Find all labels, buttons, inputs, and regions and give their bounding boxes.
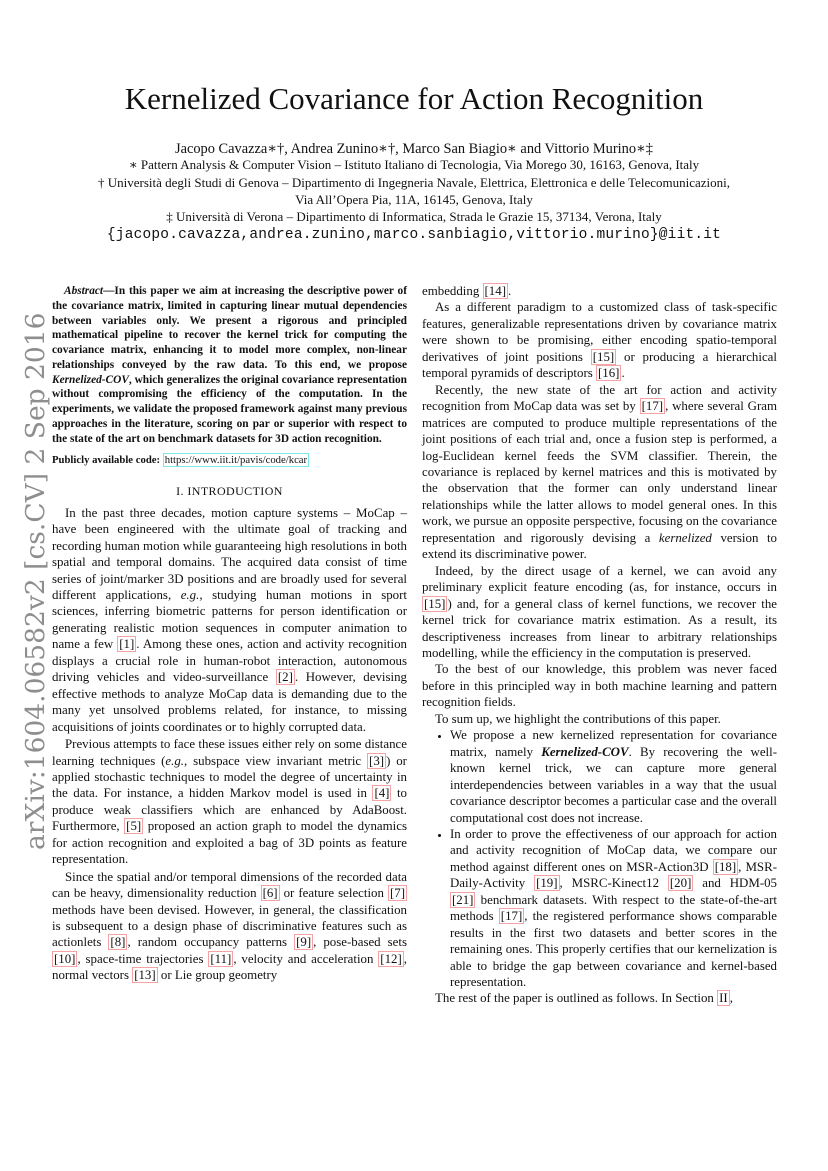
citation-link[interactable]: [6] — [262, 886, 278, 901]
code-url-link[interactable]: https://www.iit.it/pavis/code/kcar — [164, 454, 308, 467]
citation-link[interactable]: [7] — [389, 886, 405, 901]
affiliation-genova-address: Via All’Opera Pia, 11A, 16145, Genova, Italy — [295, 192, 533, 207]
citation-link[interactable]: [2] — [277, 670, 293, 685]
citation-link[interactable]: [9] — [296, 935, 312, 950]
code-label: Publicly available code: — [52, 454, 161, 467]
citation-link[interactable]: [16] — [597, 366, 620, 381]
author-emails: {jacopo.cavazza,andrea.zunino,marco.sanbiagio,vittorio.murino}@iit.it — [106, 227, 722, 243]
citation-link[interactable]: [21] — [452, 892, 474, 907]
affiliation-verona: ‡ Università di Verona – Dipartimento di Informatica, Strada le Grazie 15, 37134, Verona, Italy — [166, 209, 662, 224]
intro-paragraph-3: Since the spatial and/or temporal dimensions of the recorded data can be heavy, dimensionality reduction [6] or feature selection [7] methods have been devised. However, in general, the classification is subsequent to a design phase of discriminative features such as actionlets [8] , random occupancy patterns [9] , pose-based sets [10] , space-time trajectories [11] , velocity and acceleration [12] , normal vectors [13] or Lie group geometry — [52, 869, 407, 983]
intro-paragraph-8: To sum up, we highlight the contributions of this paper. — [435, 711, 721, 726]
contributions-list — [422, 727, 777, 990]
citation-link[interactable]: [8] — [110, 935, 126, 950]
citation-link[interactable]: [20] — [669, 876, 692, 891]
citation-link[interactable]: [13] — [134, 968, 156, 983]
citation-link[interactable]: [3] — [369, 753, 385, 768]
contribution-item: • In order to prove the effectiveness of our approach for action and activity recognition of MoCap data, we compare our method against different ones on MSR-Action3D [18] , MSR-Daily-Activity [19] , MSRC-Kinect12 [20] and HDM-05 [21] benchmark datasets. With respect to the state-of-the-art methods [17] , the registered performance shows comparable results in the first two datasets and better scores in the remaining ones. This properly certifies that our kernelization is able to bridge the gap between covariance and kernel-based representation. — [450, 826, 777, 991]
intro-paragraph-5: Recently, the new state of the art for action and activity recognition from MoCap data was set by [17] , where several Gram matrices are computed to produce multiple representations of the joint positions of each trial and, once a fusion step is performed, a log-Euclidean kernel feeds the SVM classifier. Therein, the covariance is replaced by kernel matrices and this is motivated by the observation that the former can only understand linear relationships while the latter allows to model general ones. In this work, we pursue an opposite perspective, focusing on the covariance representation and rigorously devising a kernelized version to extend its discriminative power. — [422, 382, 777, 562]
intro-paragraph-7: To the best of our knowledge, this problem was never faced before in this principled way in both machine learning and pattern recognition fields. — [422, 662, 777, 710]
author-list: Jacopo Cavazza∗†, Andrea Zunino∗†, Marco San Biagio∗ and Vittorio Murino∗‡ — [174, 141, 653, 157]
kernelized-cov-term: Kernelized-COV — [52, 373, 129, 386]
intro-paragraph-6: Indeed, by the direct usage of a kernel, we can avoid any preliminary explicit feature encoding (as, for instance, occurs in [15] ) and, for a general class of kernel functions, we recover the kernel trick for covariance matrix estimation. As a result, its descriptiveness increases from linear to arbitrary relationships modelling, while the efficiency in the computation is preserved. — [422, 563, 777, 660]
citation-link[interactable]: [17] — [500, 909, 523, 924]
intro-paragraph-4: As a different paradigm to a customized class of task-specific features, generalizable representations driven by covariance matrix were shown to be promising, either encoding spatio-temporal derivatives of joint positions [15] or producing a hierarchical temporal pyramids of descriptors [16] . — [422, 300, 777, 381]
citation-link[interactable]: [19] — [536, 876, 558, 891]
citation-link[interactable]: [15] — [592, 349, 615, 364]
citation-link[interactable]: [18] — [714, 859, 737, 874]
intro-paragraph-3-cont: embedding [14] . — [422, 284, 512, 298]
citation-link[interactable]: [12] — [380, 951, 402, 966]
abstract: Abstract—In this paper we aim at increasing the descriptive power of the covariance matrix, limited in capturing linear mutual dependencies between variables only. We present a rigorous and principled mathematical pipeline to recover the kernel trick for computing the covariance matrix, enhancing it to model more complex, non-linear relationships conveyed by the raw data. To this end, we propose Kernelized-COV, which generalizes the original covariance representation without compromising the efficiency of the computation. In the experiments, we validate the proposed framework against many previous approaches in the literature, scoring on par or superior with respect to the state of the art on benchmark datasets for 3D action recognition. — [52, 285, 407, 445]
intro-paragraph-2: Previous attempts to face these issues either rely on some distance learning techniques (e.g., subspace view invariant metric [3] ) or applied stochastic techniques to model the degree of uncertainty in the data. For instance, a hidden Markov model is used in [4] to produce weak classifiers which are enhanced by AdaBoost. Furthermore, [5] proposed an action graph to model the dynamics for action recognition and exploited a bag of 3D points as feature representation. — [52, 737, 407, 867]
citation-link[interactable]: [11] — [210, 951, 232, 966]
right-column — [422, 283, 777, 1007]
arxiv-stamp: arXiv:1604.06582v2 [cs.CV] 2 Sep 2016 — [20, 312, 51, 850]
section-reference-link[interactable]: II — [719, 991, 728, 1006]
affiliation-iit: ∗ Pattern Analysis & Computer Vision – Istituto Italiano di Tecnologia, Via Morego 30, 16163, Genova, Italy — [128, 157, 700, 172]
intro-paragraph-1: In the past three decades, motion capture systems – MoCap – have been engineered with the ultimate goal of tracking and recording human motion while guaranteeing high resolutions in both spatial and temporal domains. The acquired data consist of time series of joint/marker 3D positions and are broadly used for several different applications, e.g., studying human motions in sport sciences, inferring biometric patterns for person identification or generating realistic motion sequences in computer animation to name a few [1] . Among these ones, action and activity recognition displays a crucial role in human-robot interaction, autonomous driving vehicles and video-surveillance [2] . However, devising effective methods to analyze MoCap data is demanding due to the many yet unsolved problems related, for instance, to missing acquisitions of joints coordinates or to highly corrupted data. — [52, 505, 407, 734]
citation-link[interactable]: [10] — [54, 951, 76, 966]
affiliation-genova: † Università degli Studi di Genova – Dipartimento di Ingegneria Navale, Elettrica, Elettronica e delle Telecomunicazioni, — [97, 175, 731, 190]
left-column — [52, 284, 407, 984]
code-availability — [52, 453, 407, 467]
citation-link[interactable]: [4] — [374, 786, 390, 801]
contribution-item: • We propose a new kernelized representation for covariance matrix, namely Kernelized-COV. By recovering the well-known kernel trick, we can capture more general interdependencies between variables in a way that the usual covariance descriptor becomes a particular case and the overall computational cost does not increase. — [450, 727, 777, 826]
citation-link[interactable]: [17] — [641, 399, 664, 414]
citation-link[interactable]: [1] — [119, 637, 135, 652]
citation-link[interactable]: [5] — [126, 819, 142, 834]
citation-link[interactable]: [15] — [424, 596, 446, 611]
section-heading-introduction: I. INTRODUCTION — [176, 484, 283, 499]
paper-title: Kernelized Covariance for Action Recognition — [124, 81, 704, 116]
citation-link[interactable]: [14] — [484, 284, 506, 298]
abstract-label: Abstract — [64, 285, 104, 297]
intro-paragraph-9: The rest of the paper is outlined as follows. In Section II , — [435, 991, 733, 1006]
